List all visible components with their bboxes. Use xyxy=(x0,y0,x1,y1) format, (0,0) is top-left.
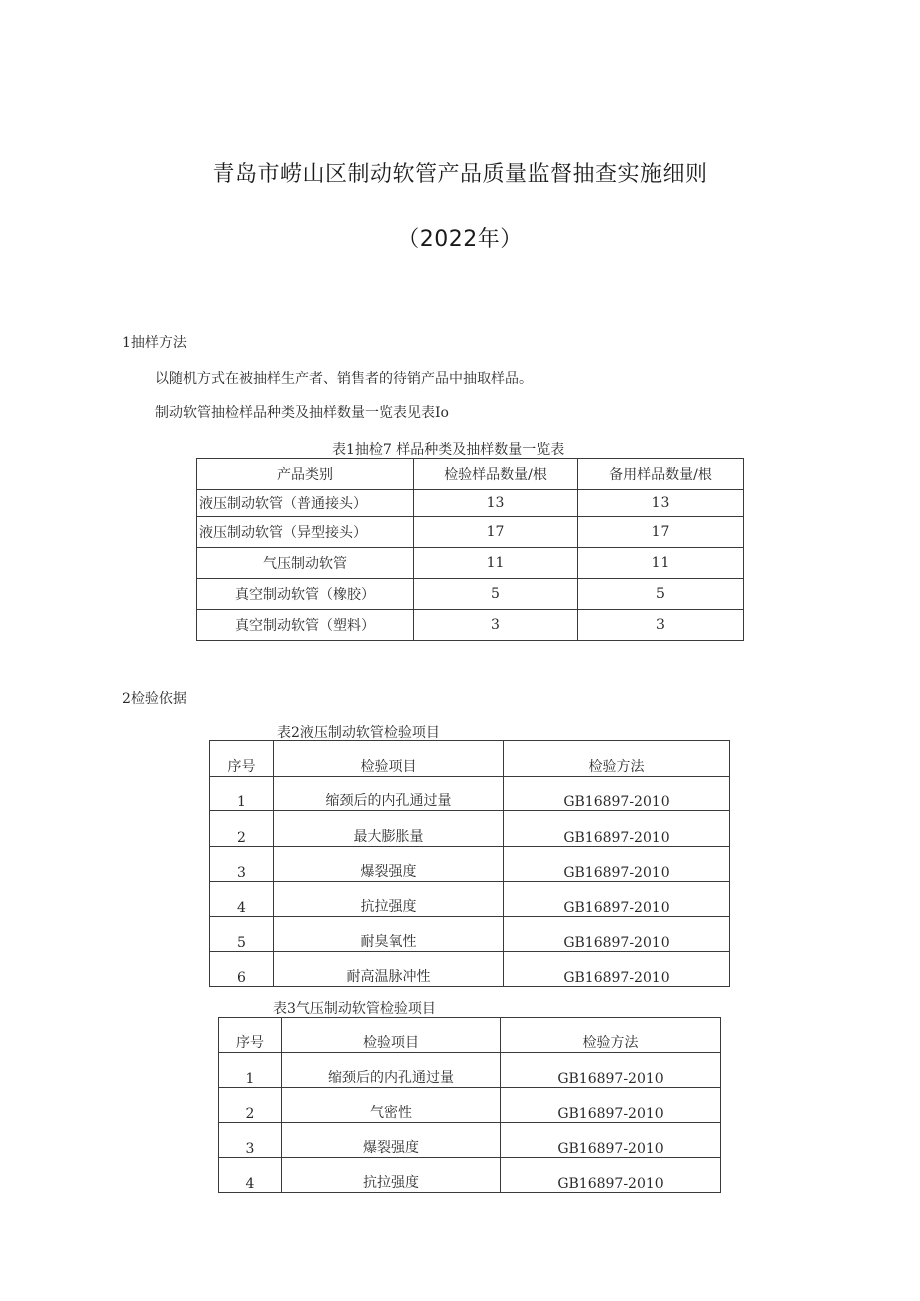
table-cell: 5 xyxy=(578,579,744,610)
table-cell: 气压制动软管 xyxy=(197,548,414,579)
table-3 xyxy=(218,1017,721,1193)
table-cell: 液压制动软管（普通接头） xyxy=(197,490,414,517)
table-3-header-row xyxy=(219,1018,721,1053)
table-cell: 缩颈后的内孔通过量 xyxy=(282,1053,501,1088)
table-2 xyxy=(209,740,730,987)
table-cell: GB16897-2010 xyxy=(501,1088,721,1123)
table-row xyxy=(210,847,730,882)
table-cell: GB16897-2010 xyxy=(504,847,730,882)
table-cell: 1 xyxy=(219,1053,282,1088)
table-cell: 3 xyxy=(210,847,274,882)
table-cell: 最大膨胀量 xyxy=(274,811,504,847)
table-row xyxy=(219,1123,721,1158)
table-2-caption: 表2液压制动软管检验项目 xyxy=(277,725,440,741)
table-cell: GB16897-2010 xyxy=(504,952,730,987)
table-cell: 3 xyxy=(578,610,744,641)
table-cell: 抗拉强度 xyxy=(274,882,504,917)
section-1-paragraph-1: 以随机方式在被抽样生产者、销售者的待销产品中抽取样品。 xyxy=(155,371,533,387)
table-1-header-cell: 检验样品数量/根 xyxy=(414,459,578,490)
table-cell: 5 xyxy=(414,579,578,610)
table-cell: 3 xyxy=(219,1123,282,1158)
table-row xyxy=(210,952,730,987)
table-cell: 缩颈后的内孔通过量 xyxy=(274,777,504,811)
table-1-header-cell: 备用样品数量/根 xyxy=(578,459,744,490)
table-row xyxy=(210,777,730,811)
table-cell: 6 xyxy=(210,952,274,987)
table-cell: 真空制动软管（橡胶） xyxy=(197,579,414,610)
table-2-header-cell: 序号 xyxy=(210,741,274,777)
table-3-caption: 表3气压制动软管检验项目 xyxy=(273,1001,436,1017)
table-1-header-row xyxy=(197,459,744,490)
table-row xyxy=(219,1088,721,1123)
table-row xyxy=(219,1053,721,1088)
table-cell: 17 xyxy=(578,517,744,548)
table-cell: 17 xyxy=(414,517,578,548)
table-row xyxy=(197,610,744,641)
table-cell: 4 xyxy=(219,1158,282,1193)
table-2-header-cell: 检验项目 xyxy=(274,741,504,777)
section-1-paragraph-2: 制动软管抽检样品种类及抽样数量一览表见表Io xyxy=(155,405,449,421)
table-cell: 11 xyxy=(414,548,578,579)
table-2-header-row xyxy=(210,741,730,777)
table-cell: 耐高温脉冲性 xyxy=(274,952,504,987)
table-cell: 3 xyxy=(414,610,578,641)
table-1-header-cell: 产品类别 xyxy=(197,459,414,490)
table-3-header-cell: 序号 xyxy=(219,1018,282,1053)
table-cell: 耐臭氧性 xyxy=(274,917,504,952)
section-1-heading: 1抽样方法 xyxy=(122,335,187,351)
table-cell: GB16897-2010 xyxy=(504,811,730,847)
document-title: 青岛市崂山区制动软管产品质量监督抽查实施细则 xyxy=(212,162,708,187)
table-row xyxy=(210,917,730,952)
table-cell: 13 xyxy=(414,490,578,517)
table-cell: 11 xyxy=(578,548,744,579)
table-cell: GB16897-2010 xyxy=(504,882,730,917)
table-cell: 爆裂强度 xyxy=(274,847,504,882)
table-cell: 液压制动软管（异型接头） xyxy=(197,517,414,548)
table-2-header-cell: 检验方法 xyxy=(504,741,730,777)
table-1-caption: 表1抽检7 样品种类及抽样数量一览表 xyxy=(332,442,565,458)
table-cell: 1 xyxy=(210,777,274,811)
table-row xyxy=(197,490,744,517)
table-cell: GB16897-2010 xyxy=(504,917,730,952)
table-cell: 2 xyxy=(210,811,274,847)
table-3-header-cell: 检验方法 xyxy=(501,1018,721,1053)
table-cell: 2 xyxy=(219,1088,282,1123)
table-cell: 爆裂强度 xyxy=(282,1123,501,1158)
table-row xyxy=(197,579,744,610)
table-row xyxy=(210,882,730,917)
table-cell: GB16897-2010 xyxy=(501,1123,721,1158)
document-year: （2022年） xyxy=(397,227,523,252)
table-3-header-cell: 检验项目 xyxy=(282,1018,501,1053)
section-2-heading: 2检验依据 xyxy=(122,691,187,707)
table-row xyxy=(197,548,744,579)
table-row xyxy=(219,1158,721,1193)
table-cell: GB16897-2010 xyxy=(504,777,730,811)
table-cell: GB16897-2010 xyxy=(501,1158,721,1193)
table-cell: GB16897-2010 xyxy=(501,1053,721,1088)
table-row xyxy=(210,811,730,847)
table-cell: 13 xyxy=(578,490,744,517)
table-cell: 抗拉强度 xyxy=(282,1158,501,1193)
table-cell: 气密性 xyxy=(282,1088,501,1123)
table-cell: 真空制动软管（塑料） xyxy=(197,610,414,641)
table-1 xyxy=(196,458,744,641)
table-row xyxy=(197,517,744,548)
table-cell: 5 xyxy=(210,917,274,952)
table-cell: 4 xyxy=(210,882,274,917)
